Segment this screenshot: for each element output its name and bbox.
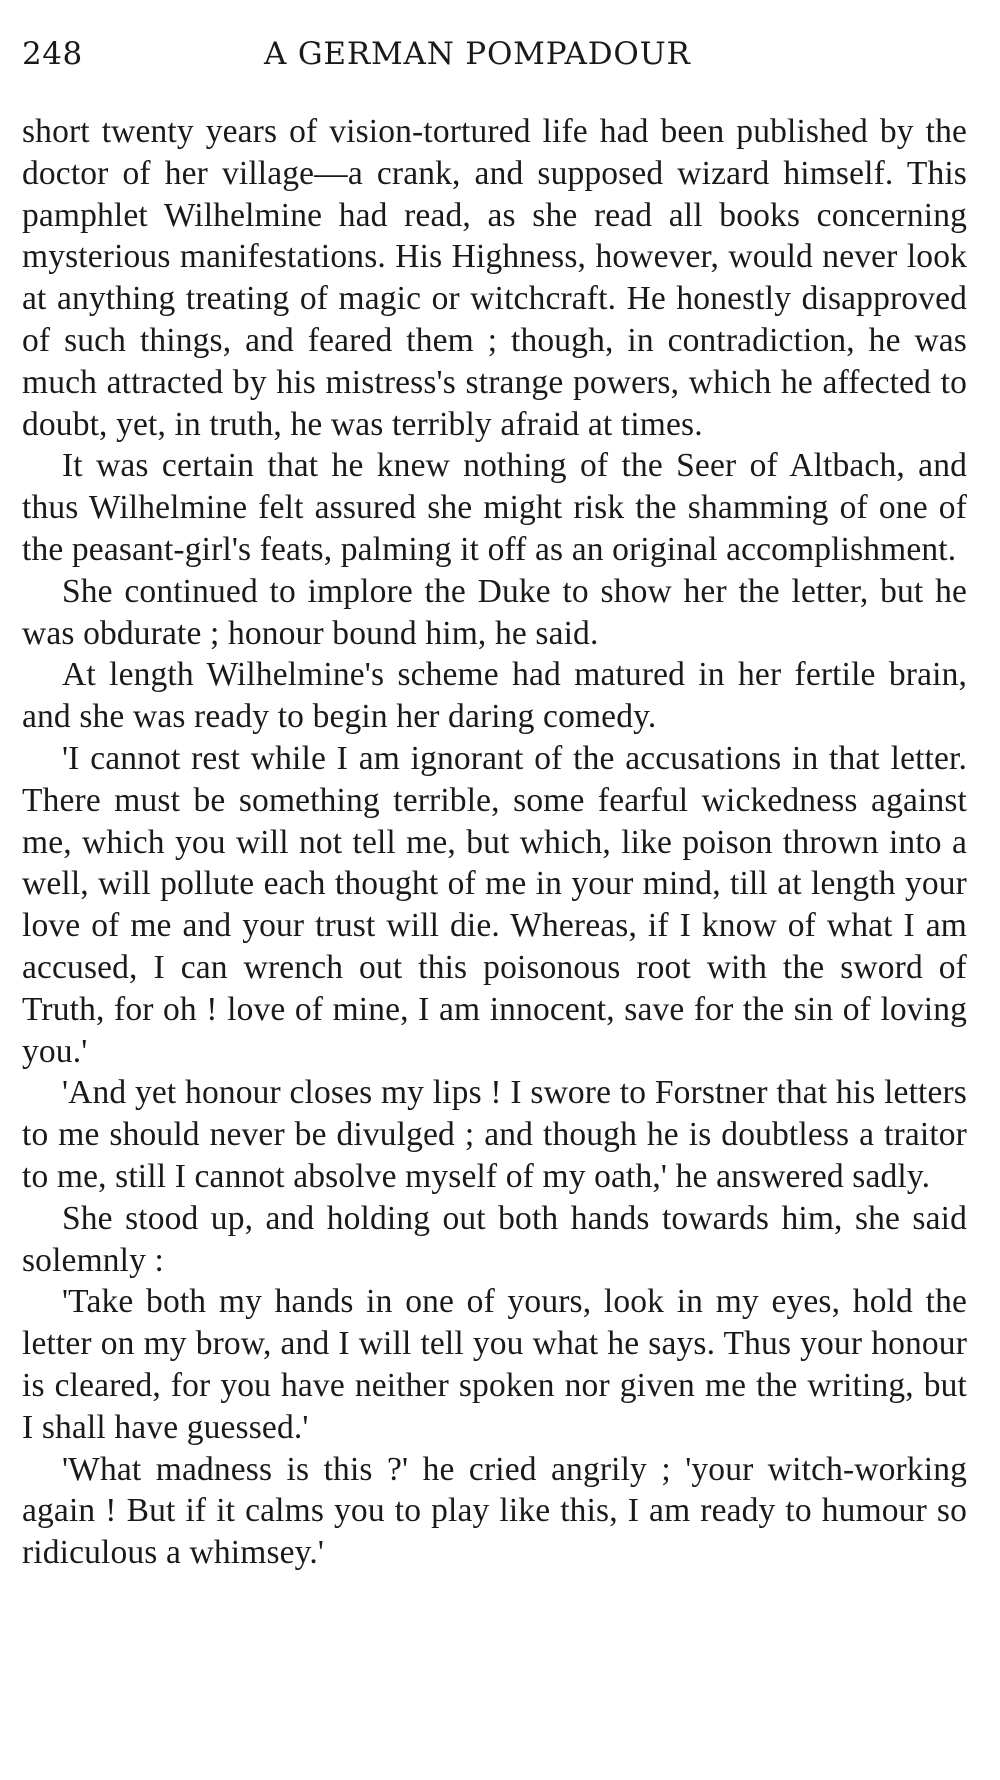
body-text — [22, 111, 967, 1574]
paragraph: 'I cannot rest while I am ignorant of the accusations in that letter. There must be something terrible, some fearful wickedness against me, which you will not tell me, but which, like poison thrown into a well, will pollute each thought of me in your mind, till at length your love of me and your trust will die. Whereas, if I know of what I am accused, I can wrench out this poisonous root with the sword of Truth, for oh ! love of mine, I am innocent, save for the sin of loving you.' — [22, 739, 967, 1070]
paragraph: At length Wilhelmine's scheme had matured in her fertile brain, and she was ready to begin her daring comedy. — [22, 656, 967, 736]
paragraph: She stood up, and holding out both hands towards him, she said solemnly : — [22, 1199, 967, 1279]
paragraph: It was certain that he knew nothing of the Seer of Altbach, and thus Wilhelmine felt assured she might risk the shamming of one of the peasant-girl's feats, palming it off as an original accomplishment. — [22, 447, 967, 568]
paragraph: 'Take both my hands in one of yours, look in my eyes, hold the letter on my brow, and I will tell you what he says. Thus your honour is cleared, for you have neither spoken nor given me the writing, but I shall have guessed.' — [22, 1283, 967, 1446]
paragraph: She continued to implore the Duke to show her the letter, but he was obdurate ; honour bound him, he said. — [22, 572, 967, 652]
running-head — [22, 36, 967, 82]
paragraph: 'And yet honour closes my lips ! I swore to Forstner that his letters to me should never be divulged ; and though he is doubtless a traitor to me, still I cannot absolve myself of my oath,' he answered sadly. — [22, 1074, 967, 1195]
paragraph: 'What madness is this ?' he cried angrily ; 'your witch-working again ! But if it calms you to play like this, I am ready to humour so ridiculous a whimsey.' — [22, 1450, 967, 1572]
page-number: 248 — [22, 36, 83, 72]
running-title: A GERMAN POMPADOUR — [264, 36, 691, 72]
paragraph: short twenty years of vision-tortured life had been published by the doctor of her village—a crank, and supposed wizard himself. This pamphlet Wilhelmine had read, as she read all books concerning mysterious manifestations. His Highness, however, would never look at anything treating of magic or witchcraft. He honestly disapproved of such things, and feared them ; though, in contradiction, he was much attracted by his mistress's strange powers, which he affected to doubt, yet, in truth, he was terribly afraid at times. — [22, 113, 967, 443]
